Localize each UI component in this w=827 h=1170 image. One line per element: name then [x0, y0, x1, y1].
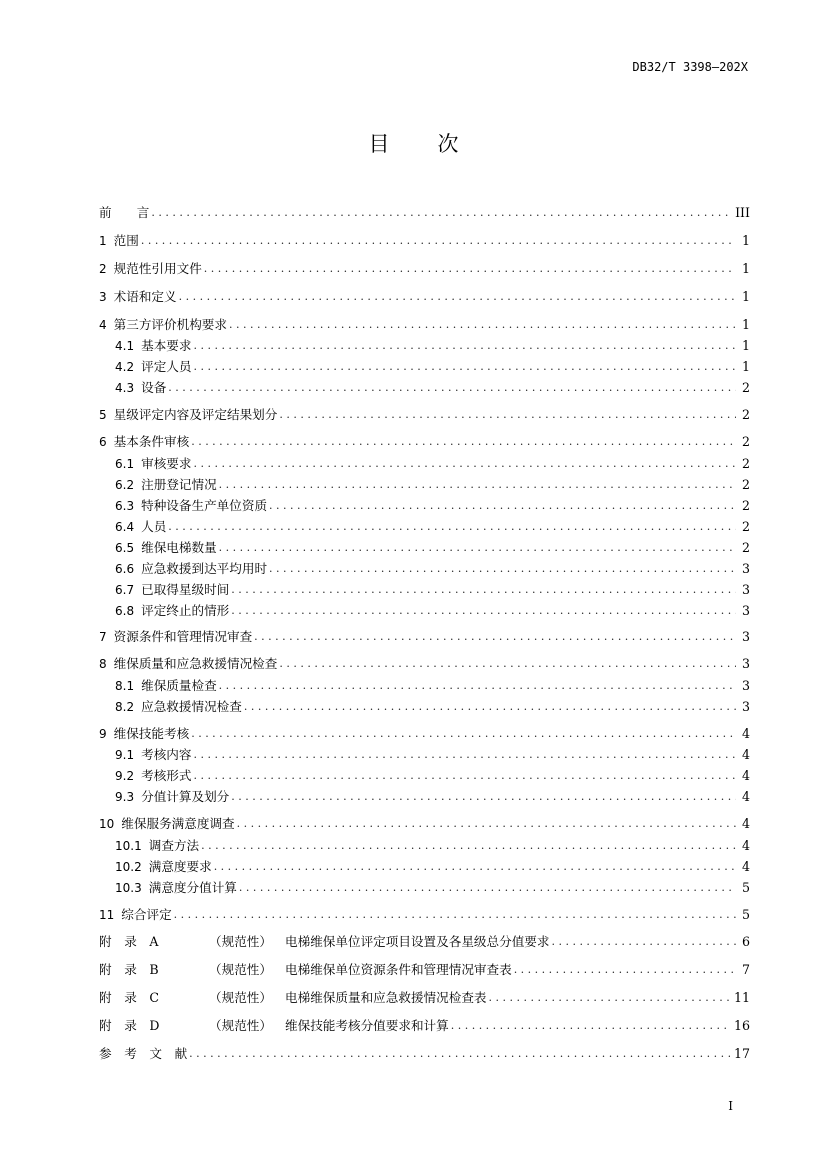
toc-entry-page: 3 [741, 561, 750, 576]
toc-entry-text: 规范性引用文件 [113, 261, 202, 276]
toc-entry-title [115, 337, 193, 355]
toc-entry-title [115, 746, 193, 764]
annex-label: 附 录 B [99, 962, 159, 977]
toc-entry-number: 11 [99, 908, 115, 922]
toc-entry-number: 10.2 [115, 860, 142, 874]
dot-leader [201, 837, 736, 855]
toc-entry-page: 1 [741, 289, 750, 304]
toc-entry-page: 2 [741, 498, 750, 513]
toc-entry-text: 维保电梯数量 [141, 540, 217, 555]
toc-entry-text: 满意度分值计算 [148, 880, 237, 895]
dot-leader [219, 476, 736, 494]
dot-leader [193, 337, 736, 355]
toc-entry-page: 3 [741, 656, 750, 671]
toc-entry-text: 资源条件和管理情况审查 [113, 629, 253, 644]
toc-entry-page: 11 [733, 990, 750, 1005]
toc-entry-title [115, 879, 239, 897]
dot-leader [191, 725, 736, 743]
toc-entry-text: 评定人员 [141, 359, 192, 374]
toc-entry[interactable] [115, 602, 750, 620]
annex-type: （规范性） [209, 934, 272, 949]
toc-entry-text: 星级评定内容及评定结果划分 [113, 407, 278, 422]
toc-entry-text: 特种设备生产单位资质 [141, 498, 268, 513]
toc-entry[interactable] [115, 698, 750, 716]
toc-entry-number: 8.2 [115, 700, 135, 714]
toc-entry[interactable] [99, 406, 750, 424]
toc-entry[interactable] [115, 879, 750, 897]
toc-entry-title [115, 455, 193, 473]
annex-title: 电梯维保质量和应急救援情况检查表 [285, 990, 487, 1005]
toc-entry-title [99, 1045, 189, 1063]
toc-entry[interactable] [99, 725, 750, 743]
toc-entry-title [99, 989, 489, 1007]
toc-entry-number: 10 [99, 817, 115, 831]
toc-entry-number: 9.2 [115, 769, 135, 783]
toc-entry-text: 考核内容 [141, 747, 192, 762]
dot-leader [174, 906, 736, 924]
toc-entry[interactable] [115, 788, 750, 806]
toc-entry[interactable] [115, 518, 750, 536]
toc-entry-text: 应急救援情况检查 [141, 699, 242, 714]
toc-entry-title [99, 1017, 451, 1035]
dot-leader [231, 788, 736, 806]
toc-entry-page: 2 [741, 456, 750, 471]
toc-entry-title [99, 260, 204, 278]
toc-entry-number: 6.2 [115, 478, 135, 492]
toc-entry-title [99, 961, 514, 979]
toc-entry-page: 2 [741, 434, 750, 449]
toc-entry-title [99, 655, 279, 673]
toc-entry-number: 4.1 [115, 339, 135, 353]
toc-entry-number: 8.1 [115, 679, 135, 693]
toc-entry-text: 维保服务满意度调查 [121, 816, 235, 831]
toc-entry-number: 4 [99, 318, 107, 332]
toc-entry-number: 3 [99, 290, 107, 304]
toc-entry[interactable] [115, 497, 750, 515]
toc-entry-page: 17 [733, 1046, 750, 1061]
toc-entry-number: 6.6 [115, 562, 135, 576]
toc-entry-page: 4 [741, 859, 750, 874]
toc-entry[interactable] [99, 260, 750, 278]
toc-entry-text: 应急救援到达平均用时 [141, 561, 268, 576]
dot-leader [141, 232, 736, 250]
toc-entry-title [99, 288, 179, 306]
toc-entry-text: 前 言 [99, 205, 150, 220]
toc-entry-text: 参 考 文 献 [99, 1046, 188, 1061]
dot-leader [179, 288, 736, 306]
dot-leader [244, 698, 736, 716]
toc-entry[interactable] [99, 204, 750, 222]
dot-leader [168, 518, 736, 536]
dot-leader [551, 933, 736, 951]
dot-leader [254, 628, 736, 646]
toc-entry[interactable] [115, 560, 750, 578]
toc-entry-text: 基本要求 [141, 338, 192, 353]
dot-leader [237, 815, 736, 833]
toc-entry-text: 注册登记情况 [141, 477, 217, 492]
toc-entry[interactable] [115, 837, 750, 855]
toc-entry-title [99, 433, 191, 451]
dot-leader [269, 560, 736, 578]
toc-entry-title [115, 560, 269, 578]
dot-leader [191, 433, 736, 451]
toc-entry-title [115, 379, 168, 397]
toc-entry-page: 4 [741, 726, 750, 741]
toc-entry-number: 1 [99, 234, 107, 248]
toc-entry[interactable] [115, 746, 750, 764]
toc-entry-page: 3 [741, 582, 750, 597]
toc-entry-text: 术语和定义 [113, 289, 177, 304]
dot-leader [193, 746, 736, 764]
toc-entry-page: 4 [741, 768, 750, 783]
toc-entry-title [115, 858, 214, 876]
toc-entry-title [115, 497, 269, 515]
toc-entry-number: 10.1 [115, 839, 142, 853]
annex-title: 维保技能考核分值要求和计算 [285, 1018, 449, 1033]
toc-entry-title [115, 581, 231, 599]
toc-entry[interactable] [99, 433, 750, 451]
dot-leader [193, 767, 736, 785]
toc-entry-number: 2 [99, 262, 107, 276]
dot-leader [514, 961, 736, 979]
toc-entry-number: 6.4 [115, 520, 135, 534]
toc-entry-title [115, 476, 219, 494]
toc-entry-title [115, 767, 193, 785]
toc-entry[interactable] [99, 232, 750, 250]
toc-entry-number: 6.8 [115, 604, 135, 618]
toc-entry-page: 2 [741, 477, 750, 492]
toc-entry[interactable] [99, 933, 750, 951]
toc-entry-text: 考核形式 [141, 768, 192, 783]
toc-entry-page: 2 [741, 407, 750, 422]
toc-entry[interactable] [115, 858, 750, 876]
toc-entry-text: 维保质量检查 [141, 678, 217, 693]
toc-entry-number: 6.5 [115, 541, 135, 555]
annex-type: （规范性） [209, 962, 272, 977]
dot-leader [193, 358, 736, 376]
toc-entry[interactable] [115, 337, 750, 355]
toc-entry-page: 1 [741, 338, 750, 353]
annex-type: （规范性） [209, 1018, 272, 1033]
toc-entry-title [99, 933, 551, 951]
toc-entry-text: 范围 [113, 233, 139, 248]
toc-entry-number: 10.3 [115, 881, 142, 895]
dot-leader [239, 879, 736, 897]
toc-entry[interactable] [115, 677, 750, 695]
toc-entry-number: 4.3 [115, 381, 135, 395]
toc-entry-title [99, 316, 229, 334]
toc-entry[interactable] [115, 476, 750, 494]
toc-entry-text: 维保质量和应急救援情况检查 [113, 656, 278, 671]
dot-leader [219, 677, 736, 695]
toc-entry[interactable] [115, 539, 750, 557]
toc-entry-number: 5 [99, 408, 107, 422]
toc-entry-text: 调查方法 [148, 838, 200, 853]
toc-entry-title [115, 602, 231, 620]
toc-entry-title [115, 358, 193, 376]
toc-entry-page: 4 [741, 816, 750, 831]
toc-entry[interactable] [115, 358, 750, 376]
toc-entry-text: 基本条件审核 [113, 434, 190, 449]
toc-entry-number: 6 [99, 435, 107, 449]
toc-entry-title [99, 204, 151, 222]
standard-code: DB32/T 3398—202X [632, 60, 748, 74]
toc-entry-page: 1 [741, 359, 750, 374]
toc-entry-page: 6 [741, 934, 750, 949]
dot-leader [219, 539, 736, 557]
toc-entry-page: 5 [741, 880, 750, 895]
table-of-contents [99, 0, 750, 1170]
toc-entry-text: 人员 [141, 519, 167, 534]
toc-entry-page: 3 [741, 699, 750, 714]
toc-entry-page: 2 [741, 380, 750, 395]
dot-leader [214, 858, 736, 876]
toc-entry-text: 评定终止的情形 [141, 603, 230, 618]
toc-entry-title [99, 406, 279, 424]
toc-entry[interactable] [99, 989, 750, 1007]
toc-entry-title [115, 539, 219, 557]
toc-entry-text: 维保技能考核 [113, 726, 190, 741]
toc-entry-number: 9 [99, 727, 107, 741]
toc-entry-title [99, 906, 174, 924]
annex-title: 电梯维保单位评定项目设置及各星级总分值要求 [285, 934, 550, 949]
page-number: I [728, 1099, 733, 1113]
toc-entry-title [99, 628, 254, 646]
toc-entry-text: 已取得星级时间 [141, 582, 230, 597]
toc-entry-text: 分值计算及划分 [141, 789, 230, 804]
toc-entry-page: 1 [741, 317, 750, 332]
toc-entry-page: 2 [741, 540, 750, 555]
dot-leader [189, 1045, 730, 1063]
toc-entry-page: 1 [741, 261, 750, 276]
toc-entry-number: 9.3 [115, 790, 135, 804]
toc-entry-number: 4.2 [115, 360, 135, 374]
dot-leader [279, 655, 736, 673]
dot-leader [193, 455, 736, 473]
toc-entry[interactable] [99, 815, 750, 833]
dot-leader [204, 260, 736, 278]
dot-leader [451, 1017, 730, 1035]
dot-leader [231, 602, 736, 620]
toc-entry-page: 7 [741, 962, 750, 977]
toc-entry-title [115, 788, 231, 806]
toc-entry-page: 3 [741, 603, 750, 618]
page-title-part1: 目 [368, 132, 390, 156]
toc-entry-title [115, 677, 219, 695]
toc-entry-page: 2 [741, 519, 750, 534]
toc-entry[interactable] [99, 1045, 750, 1063]
toc-entry-number: 7 [99, 630, 107, 644]
toc-entry-number: 8 [99, 657, 107, 671]
dot-leader [279, 406, 736, 424]
toc-entry[interactable] [99, 1017, 750, 1035]
toc-entry-page: 4 [741, 789, 750, 804]
toc-entry[interactable] [99, 655, 750, 673]
toc-entry-page: 3 [741, 678, 750, 693]
toc-entry[interactable] [99, 316, 750, 334]
toc-entry-text: 设备 [141, 380, 167, 395]
dot-leader [489, 989, 730, 1007]
toc-entry-text: 综合评定 [121, 907, 172, 922]
annex-title: 电梯维保单位资源条件和管理情况审查表 [285, 962, 512, 977]
toc-entry-title [99, 232, 141, 250]
toc-entry-page: III [735, 205, 750, 220]
page-title-part2: 次 [437, 132, 459, 156]
toc-entry-page: 1 [741, 233, 750, 248]
toc-entry[interactable] [115, 767, 750, 785]
dot-leader [269, 497, 736, 515]
toc-entry-page: 16 [733, 1018, 750, 1033]
annex-label: 附 录 D [99, 1018, 160, 1033]
toc-entry[interactable] [115, 379, 750, 397]
annex-label: 附 录 C [99, 990, 160, 1005]
dot-leader [229, 316, 736, 334]
toc-entry-title [115, 837, 201, 855]
toc-entry[interactable] [99, 906, 750, 924]
toc-entry[interactable] [99, 961, 750, 979]
toc-entry-page: 4 [741, 838, 750, 853]
toc-entry-number: 6.7 [115, 583, 135, 597]
annex-label: 附 录 A [99, 934, 159, 949]
toc-entry-page: 3 [741, 629, 750, 644]
dot-leader [231, 581, 736, 599]
dot-leader [168, 379, 736, 397]
toc-entry-title [115, 518, 168, 536]
toc-entry-number: 9.1 [115, 748, 135, 762]
toc-entry-title [115, 698, 244, 716]
toc-entry-text: 审核要求 [141, 456, 192, 471]
toc-entry-number: 6.3 [115, 499, 135, 513]
toc-entry-title [99, 815, 237, 833]
dot-leader [151, 204, 731, 222]
toc-entry-text: 第三方评价机构要求 [113, 317, 227, 332]
annex-type: （规范性） [209, 990, 272, 1005]
toc-entry[interactable] [115, 455, 750, 473]
toc-entry-number: 6.1 [115, 457, 135, 471]
toc-entry[interactable] [115, 581, 750, 599]
toc-entry-page: 4 [741, 747, 750, 762]
toc-entry[interactable] [99, 288, 750, 306]
toc-entry-page: 5 [741, 907, 750, 922]
toc-entry-text: 满意度要求 [148, 859, 212, 874]
toc-entry[interactable] [99, 628, 750, 646]
toc-entry-title [99, 725, 191, 743]
